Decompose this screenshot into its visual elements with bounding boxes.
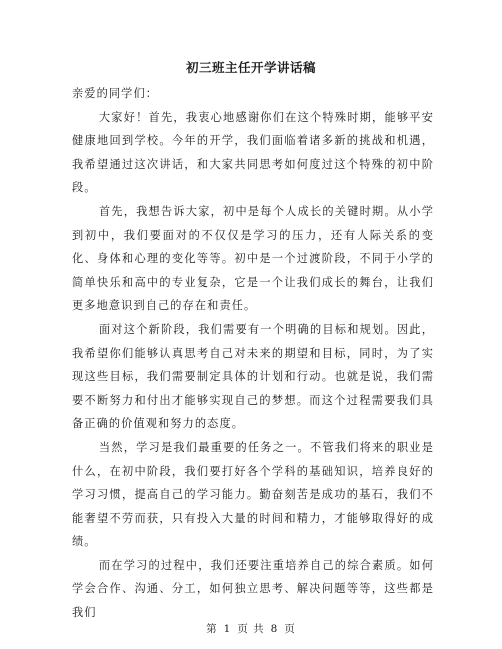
paragraph-3: 面对这个新阶段，我们需要有一个明确的目标和规划。因此，我希望你们能够认真思考自己对未来的期望和目标，同时，为了实现这些目标，我们需要制定具体的计划和行动。也就是说，我们需要不断努力和付出才能够实现自己的梦想。而这个过程需要我们具备正确的价值观和努力的态度。: [72, 322, 434, 431]
footer-page-suffix: 页: [284, 623, 296, 635]
footer-page-number: 1: [223, 623, 232, 635]
footer-page-prefix: 第: [206, 623, 218, 635]
paragraph-4: 当然，学习是我们最重要的任务之一。不管我们将来的职业是什么，在初中阶段，我们要打好各个学科的基础知识，培养良好的学习习惯，提高自己的学习能力。勤奋刻苦是成功的基石，我们不能奢望不劳而获，只有投入大量的时间和精力，才能够取得好的成绩。: [72, 440, 434, 549]
document-body: [72, 82, 434, 625]
paragraph-2: 首先，我想告诉大家，初中是每个人成长的关键时期。从小学到初中，我们要面对的不仅仅是学习的压力，还有人际关系的变化、身体和心理的变化等等。初中是一个过渡阶段，不同于小学的简单快乐和高中的专业复杂，它是一个让我们成长的舞台，让我们更多地意识到自己的存在和责任。: [72, 204, 434, 313]
footer-page-total: 8: [270, 623, 279, 635]
greeting: 亲爱的同学们：: [72, 87, 159, 100]
footer-page-mid: 页 共: [237, 623, 265, 635]
paragraph-1: 大家好！首先，我衷心地感谢你们在这个特殊时期，能够平安健康地回到学校。今年的开学，我们面临着诸多新的挑战和机遇，我希望通过这次讲话，和大家共同思考如何度过这个特殊的初中阶段。: [72, 110, 434, 195]
page-footer: [0, 622, 502, 636]
paragraph-5: 而在学习的过程中，我们还要注重培养自己的综合素质。如何学会合作、沟通、分工，如何独立思考、解决问题等等，这些都是我们: [72, 558, 434, 620]
document-title: 初三班主任开学讲话稿: [185, 60, 316, 75]
